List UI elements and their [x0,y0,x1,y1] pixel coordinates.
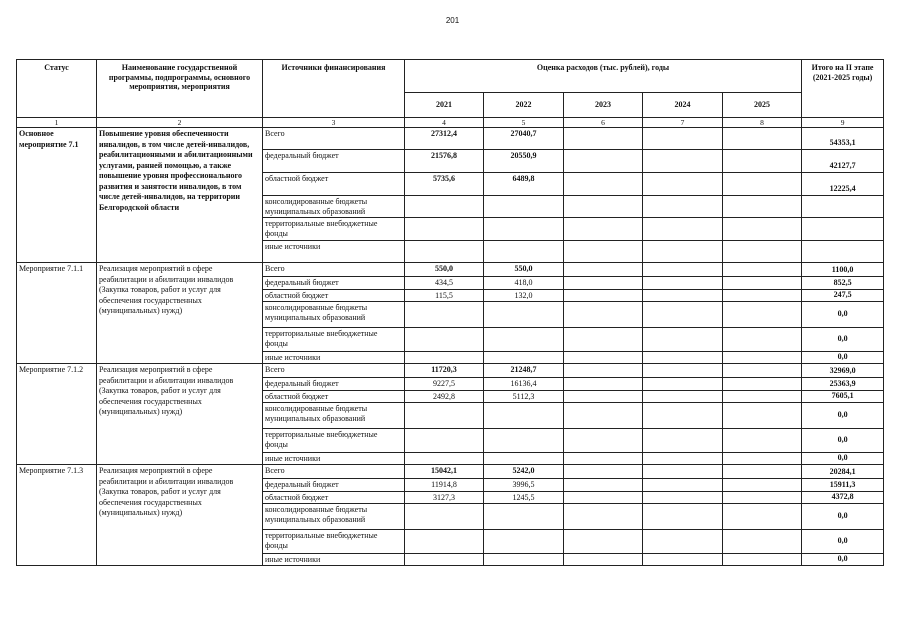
value-2022-cell: 27040,7 [484,128,564,150]
value-2025-cell [723,241,802,263]
value-2025-cell [723,403,802,429]
value-2021-cell: 2492,8 [405,391,484,403]
value-2025-cell [723,465,802,479]
source-cell: территориальные внебюджетные фонды [263,530,405,554]
value-2023-cell [564,173,643,196]
source-cell: консолидированные бюджеты муниципальных образований [263,302,405,328]
value-2021-cell: 5735,6 [405,173,484,196]
column-number: 2 [97,118,263,128]
column-number: 5 [484,118,564,128]
value-2022-cell [484,302,564,328]
value-2023-cell [564,218,643,241]
source-cell: консолидированные бюджеты муниципальных образований [263,196,405,218]
source-cell: областной бюджет [263,290,405,302]
value-2023-cell [564,241,643,263]
value-2024-cell [643,328,723,352]
value-2023-cell [564,492,643,504]
value-2024-cell [643,378,723,391]
budget-table-sheet [16,59,883,566]
value-2022-cell: 21248,7 [484,364,564,378]
column-number: 4 [405,118,484,128]
name-cell: Реализация мероприятий в сфере реабилитации и абилитации инвалидов (Закупка товаров, работ и услуг для обеспечения государственных (муниципальных) нужд) [97,263,263,364]
value-2022-cell: 132,0 [484,290,564,302]
total-cell: 25363,9 [802,378,884,391]
value-2024-cell [643,403,723,429]
value-2023-cell [564,263,643,277]
value-2022-cell [484,241,564,263]
total-cell [802,218,884,241]
value-2024-cell [643,479,723,492]
value-2022-cell [484,453,564,465]
value-2024-cell [643,128,723,150]
value-2023-cell [564,302,643,328]
value-2021-cell [405,241,484,263]
column-numbers-row [17,118,884,128]
table-row [17,263,884,277]
value-2021-cell [405,403,484,429]
value-2023-cell [564,391,643,403]
header-row-top [17,60,884,93]
total-cell: 0,0 [802,504,884,530]
value-2022-cell [484,429,564,453]
value-2021-cell: 21576,8 [405,150,484,173]
table-row [17,465,884,479]
value-2024-cell [643,263,723,277]
value-2025-cell [723,378,802,391]
value-2024-cell [643,391,723,403]
source-cell: территориальные внебюджетные фонды [263,429,405,453]
total-cell: 0,0 [802,453,884,465]
value-2023-cell [564,465,643,479]
header-name: Наименование государственной программы, подпрограммы, основного мероприятия, мероприятия [97,60,263,118]
value-2021-cell: 115,5 [405,290,484,302]
total-cell: 247,5 [802,290,884,302]
value-2021-cell [405,218,484,241]
value-2022-cell [484,328,564,352]
header-year: 2024 [643,93,723,118]
source-cell: областной бюджет [263,173,405,196]
value-2025-cell [723,364,802,378]
value-2023-cell [564,429,643,453]
value-2022-cell [484,530,564,554]
value-2021-cell: 550,0 [405,263,484,277]
total-cell: 7605,1 [802,391,884,403]
value-2024-cell [643,290,723,302]
name-cell: Реализация мероприятий в сфере реабилитации и абилитации инвалидов (Закупка товаров, работ и услуг для обеспечения государственных (муниципальных) нужд) [97,465,263,566]
source-cell: консолидированные бюджеты муниципальных образований [263,403,405,429]
total-cell: 0,0 [802,403,884,429]
source-cell: Всего [263,263,405,277]
header-year: 2023 [564,93,643,118]
value-2025-cell [723,453,802,465]
value-2023-cell [564,479,643,492]
value-2025-cell [723,328,802,352]
value-2024-cell [643,364,723,378]
table-row [17,364,884,378]
total-cell [802,241,884,263]
status-cell: Мероприятие 7.1.3 [17,465,97,566]
source-cell: иные источники [263,554,405,566]
value-2025-cell [723,429,802,453]
value-2022-cell: 16136,4 [484,378,564,391]
value-2024-cell [643,173,723,196]
value-2025-cell [723,492,802,504]
value-2021-cell: 11720,3 [405,364,484,378]
column-number: 3 [263,118,405,128]
value-2023-cell [564,530,643,554]
status-cell: Основное мероприятие 7.1 [17,128,97,263]
source-cell: федеральный бюджет [263,378,405,391]
source-cell: областной бюджет [263,492,405,504]
page-number: 201 [445,16,460,25]
value-2024-cell [643,241,723,263]
value-2023-cell [564,277,643,290]
value-2021-cell [405,196,484,218]
value-2023-cell [564,128,643,150]
total-cell: 0,0 [802,554,884,566]
value-2023-cell [564,554,643,566]
total-cell: 42127,7 [802,150,884,173]
value-2021-cell: 9227,5 [405,378,484,391]
value-2021-cell [405,453,484,465]
source-cell: консолидированные бюджеты муниципальных образований [263,504,405,530]
value-2023-cell [564,364,643,378]
value-2022-cell [484,196,564,218]
value-2021-cell: 27312,4 [405,128,484,150]
source-cell: областной бюджет [263,391,405,403]
name-cell: Реализация мероприятий в сфере реабилитации и абилитации инвалидов (Закупка товаров, работ и услуг для обеспечения государственных (муниципальных) нужд) [97,364,263,465]
source-cell: иные источники [263,241,405,263]
value-2025-cell [723,196,802,218]
total-cell: 0,0 [802,328,884,352]
value-2022-cell: 550,0 [484,263,564,277]
value-2022-cell: 5112,3 [484,391,564,403]
table-body [17,128,884,566]
value-2024-cell [643,554,723,566]
value-2021-cell [405,554,484,566]
value-2021-cell: 11914,8 [405,479,484,492]
value-2021-cell [405,504,484,530]
column-number: 9 [802,118,884,128]
value-2021-cell: 3127,3 [405,492,484,504]
value-2023-cell [564,453,643,465]
total-cell: 0,0 [802,429,884,453]
value-2025-cell [723,128,802,150]
value-2023-cell [564,378,643,391]
value-2022-cell [484,218,564,241]
column-number: 6 [564,118,643,128]
value-2023-cell [564,352,643,364]
value-2024-cell [643,504,723,530]
header-year: 2022 [484,93,564,118]
value-2022-cell: 3996,5 [484,479,564,492]
value-2021-cell [405,352,484,364]
header-sources: Источники финансирования [263,60,405,118]
value-2024-cell [643,352,723,364]
value-2024-cell [643,530,723,554]
column-number: 7 [643,118,723,128]
total-cell: 12225,4 [802,173,884,196]
value-2024-cell [643,218,723,241]
total-cell: 0,0 [802,352,884,364]
value-2022-cell: 418,0 [484,277,564,290]
total-cell [802,196,884,218]
source-cell: иные источники [263,352,405,364]
header-year: 2021 [405,93,484,118]
total-cell: 0,0 [802,530,884,554]
table-row [17,128,884,150]
value-2023-cell [564,504,643,530]
value-2025-cell [723,150,802,173]
source-cell: Всего [263,465,405,479]
value-2024-cell [643,150,723,173]
total-cell: 32969,0 [802,364,884,378]
source-cell: территориальные внебюджетные фонды [263,328,405,352]
value-2024-cell [643,465,723,479]
total-cell: 15911,3 [802,479,884,492]
source-cell: федеральный бюджет [263,277,405,290]
header-year: 2025 [723,93,802,118]
status-cell: Мероприятие 7.1.2 [17,364,97,465]
value-2025-cell [723,173,802,196]
value-2021-cell [405,530,484,554]
value-2024-cell [643,302,723,328]
value-2022-cell: 5242,0 [484,465,564,479]
value-2023-cell [564,328,643,352]
source-cell: иные источники [263,453,405,465]
value-2024-cell [643,429,723,453]
value-2024-cell [643,453,723,465]
value-2024-cell [643,277,723,290]
total-cell: 1100,0 [802,263,884,277]
name-cell: Повышение уровня обеспеченности инвалидов, в том числе детей-инвалидов, реабилитационными и абилитационными услугами, ранней помощью, а также повышение уровня профессионального развития и занятости инвалидов, в том числе детей-инвалидов, на территории Белгородской области [97,128,263,263]
value-2022-cell: 20550,9 [484,150,564,173]
header-total: Итого на II этапе (2021-2025 годы) [802,60,884,118]
header-estimate: Оценка расходов (тыс. рублей), годы [405,60,802,93]
total-cell: 852,5 [802,277,884,290]
status-cell: Мероприятие 7.1.1 [17,263,97,364]
value-2025-cell [723,530,802,554]
value-2025-cell [723,352,802,364]
value-2022-cell [484,352,564,364]
value-2022-cell: 1245,5 [484,492,564,504]
value-2025-cell [723,391,802,403]
total-cell: 0,0 [802,302,884,328]
value-2023-cell [564,403,643,429]
value-2025-cell [723,504,802,530]
value-2025-cell [723,290,802,302]
column-number: 1 [17,118,97,128]
value-2025-cell [723,302,802,328]
value-2021-cell [405,429,484,453]
value-2021-cell [405,328,484,352]
value-2025-cell [723,218,802,241]
source-cell: территориальные внебюджетные фонды [263,218,405,241]
value-2025-cell [723,277,802,290]
value-2022-cell [484,504,564,530]
value-2022-cell: 6489,8 [484,173,564,196]
value-2025-cell [723,263,802,277]
column-number: 8 [723,118,802,128]
budget-table [16,59,884,566]
value-2024-cell [643,196,723,218]
value-2025-cell [723,479,802,492]
source-cell: Всего [263,128,405,150]
value-2022-cell [484,554,564,566]
header-status: Статус [17,60,97,118]
value-2021-cell: 15042,1 [405,465,484,479]
source-cell: Всего [263,364,405,378]
source-cell: федеральный бюджет [263,150,405,173]
value-2024-cell [643,492,723,504]
value-2025-cell [723,554,802,566]
value-2021-cell [405,302,484,328]
value-2023-cell [564,196,643,218]
total-cell: 4372,8 [802,492,884,504]
total-cell: 54353,1 [802,128,884,150]
total-cell: 20284,1 [802,465,884,479]
value-2022-cell [484,403,564,429]
value-2023-cell [564,290,643,302]
source-cell: федеральный бюджет [263,479,405,492]
value-2021-cell: 434,5 [405,277,484,290]
value-2023-cell [564,150,643,173]
